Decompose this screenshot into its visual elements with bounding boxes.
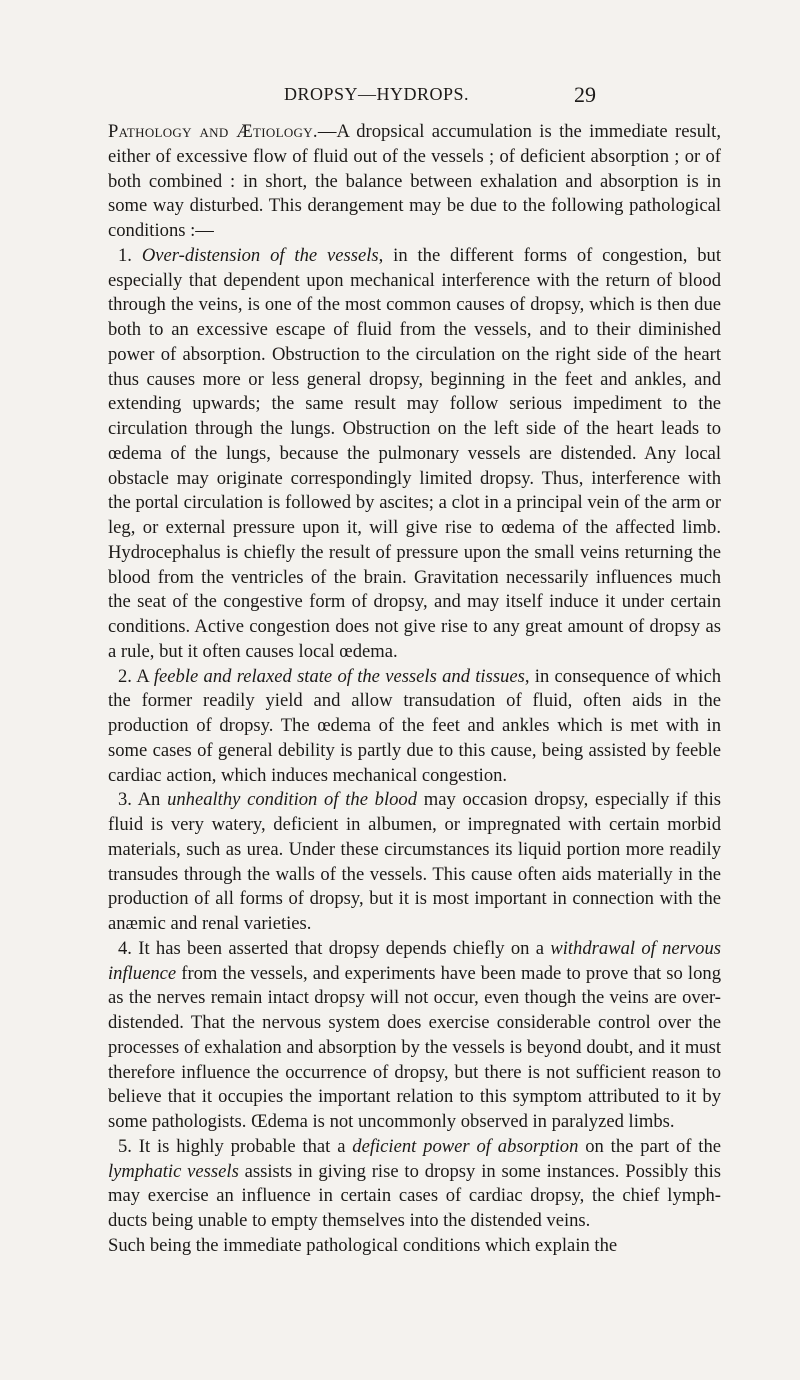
section-lead: Pathology and Ætiology. — [108, 121, 318, 142]
item-heading-secondary: lymphatic vessels — [108, 1160, 239, 1182]
paragraph-text: assists in giving rise to dropsy in some instances. Possibly this may exercise an influence in certain cases of cardiac dropsy, the chief lymph-ducts being unable to empty themselves into the distended veins. — [108, 1160, 722, 1231]
paragraph-item-4 — [108, 937, 721, 1135]
item-number: 2. A — [118, 665, 149, 687]
paragraph-text: Such being the immediate pathological conditions which explain the — [108, 1234, 618, 1256]
item-heading: Over-distension of the vessels — [141, 244, 379, 266]
paragraph-item-2 — [108, 665, 721, 789]
item-number: 4. It has been asserted that dropsy depends chiefly on a — [118, 937, 545, 959]
paragraph-text: , in consequence of which the former readily yield and allow transudation of fluid, often aids in the production of dropsy. The œdema of the feet and ankles which is met with in some cases of general debility is partly due to this cause, being assisted by feeble cardiac action, which induces mechanical congestion. — [108, 665, 721, 786]
paragraph-text: , in the different forms of congestion, but especially that dependent upon mechanical interference with the return of blood through the veins, is one of the most common causes of dropsy, which is then due both to an excessive escape of fluid from the vessels, and to their diminished power of absorption. Obstruction to the circulation on the right side of the heart thus causes more or less general dropsy, beginning in the feet and ankles, and extending upwards; the same result may follow serious impediment to the circulation through the lungs. Obstruction on the left side of the heart leads to œdema of the lungs, because the pulmonary vessels are distended. Any local obstacle may originate correspondingly limited dropsy. Thus, interference with the portal circulation is followed by ascites; a clot in a principal vein of the arm or leg, or external pressure upon it, will give rise to œdema of the affected limb. Hydrocephalus is chiefly the result of pressure upon the small veins returning the blood from the ventricles of the brain. Gravitation necessarily influences much the seat of the congestive form of dropsy, and may itself induce it under certain conditions. Active congestion does not give rise to any great amount of dropsy as a rule, but it often causes local œdema. — [108, 244, 722, 662]
paragraph-pathology — [108, 120, 721, 244]
item-number: 3. An — [118, 789, 161, 811]
body-text — [108, 120, 721, 1259]
running-head: DROPSY—HYDROPS. — [284, 84, 470, 104]
paragraph-item-1 — [108, 244, 721, 665]
item-heading: deficient power of absorption — [352, 1135, 579, 1157]
item-number: 5. It is highly probable that a — [118, 1135, 346, 1157]
page-number: 29 — [574, 82, 596, 107]
paragraph-text: on the part of the — [578, 1135, 721, 1157]
item-number: 1. — [118, 244, 132, 266]
item-heading: withdrawal of nervous influence — [108, 937, 721, 984]
item-heading: feeble and relaxed state of the vessels and tissues — [153, 665, 525, 687]
paragraph-text: —A dropsical accumulation is the immediate result, either of excessive flow of fluid out of the vessels ; of deficient absorption ; or of both combined : in short, the balance between exhalation and absorption is in some way disturbed. This derangement may be due to the following pathological conditions :— — [108, 121, 721, 241]
paragraph-item-3 — [108, 788, 721, 937]
item-heading: unhealthy condition of the blood — [167, 789, 418, 811]
paragraph-closing — [108, 1234, 721, 1259]
page-header — [0, 82, 800, 112]
paragraph-text: from the vessels, and experiments have been made to prove that so long as the nerves remain intact dropsy will not occur, even though the veins are over-distended. That the nervous system does exercise considerable control over the processes of exhalation and absorption by the vessels is beyond doubt, and it must therefore influence the occurrence of dropsy, but there is not sufficient reason to believe that it occupies the important relation to this symptom attributed to it by some pathologists. Œdema is not uncommonly observed in paralyzed limbs. — [108, 962, 721, 1132]
paragraph-text: may occasion dropsy, especially if this fluid is very watery, deficient in albumen, or impregnated with certain morbid materials, such as urea. Under these circumstances its liquid portion more readily transudes through the walls of the vessels. This cause often aids materially in the production of all forms of dropsy, but it is most important in connection with the anæmic and renal varieties. — [108, 789, 721, 934]
paragraph-item-5 — [108, 1135, 721, 1234]
